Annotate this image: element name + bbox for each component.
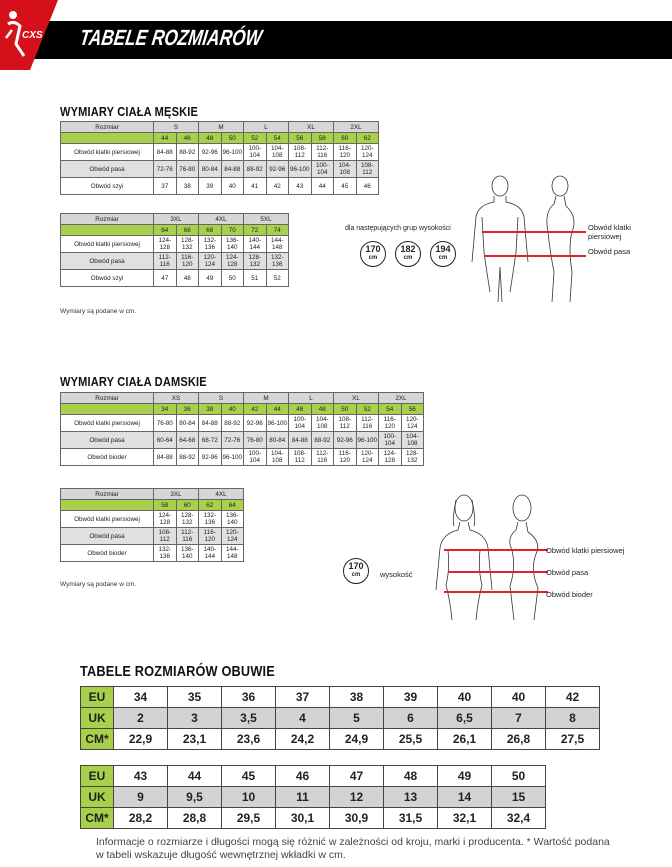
value-cell: 108-112 [289, 449, 312, 466]
value-cell: 96-100 [221, 144, 244, 161]
men-label-waist: Obwód pasa [588, 247, 631, 256]
value-cell: 100-104 [379, 432, 402, 449]
value-cell: 116-120 [176, 253, 199, 270]
value-cell: 112-116 [176, 528, 199, 545]
men-section-title: WYMIARY CIAŁA MĘSKIE [60, 104, 199, 119]
shoe-size-cell: 49 [438, 766, 492, 787]
value-cell: 144-148 [221, 545, 244, 562]
value-cell: 51 [244, 270, 267, 287]
shoe-row-label: EU [81, 687, 114, 708]
value-cell: 88-92 [176, 449, 199, 466]
shoe-size-cell: 3 [168, 708, 222, 729]
header-cell: Rozmiar [61, 393, 154, 404]
subsize-label-cell [61, 133, 154, 144]
shoe-row-cm [81, 729, 600, 750]
women-section-title: WYMIARY CIAŁA DAMSKIE [60, 374, 207, 389]
women-note: Wymiary są podane w cm. [60, 581, 137, 588]
row-label: Obwód pasa [61, 253, 154, 270]
shoe-size-cell: 10 [222, 787, 276, 808]
value-cell: 100-104 [244, 144, 267, 161]
value-cell: 40 [221, 178, 244, 195]
shoe-row-uk [81, 708, 600, 729]
shoe-size-cell: 47 [330, 766, 384, 787]
table-row [61, 236, 289, 253]
subsize-cell: 60 [334, 133, 357, 144]
shoe-size-cell: 23,6 [222, 729, 276, 750]
row-label: Obwód pasa [61, 528, 154, 545]
value-cell: 45 [334, 178, 357, 195]
size-header-cell: 4XL [199, 214, 244, 225]
women-table-1 [60, 392, 424, 466]
size-header-cell: M [244, 393, 289, 404]
value-cell: 80-84 [266, 432, 289, 449]
size-header-cell: L [289, 393, 334, 404]
shoe-size-cell: 2 [114, 708, 168, 729]
value-cell: 136-140 [221, 236, 244, 253]
value-cell: 84-88 [199, 415, 222, 432]
value-cell: 104-108 [401, 432, 424, 449]
shoes-table-1 [80, 686, 600, 750]
shoe-size-cell: 39 [384, 687, 438, 708]
shoe-size-cell: 34 [114, 687, 168, 708]
subsize-label-cell [61, 404, 154, 415]
value-cell: 52 [266, 270, 289, 287]
subsize-cell: 58 [154, 500, 177, 511]
page-title: TABELE ROZMIARÓW [78, 25, 264, 50]
value-cell: 120-124 [356, 449, 379, 466]
shoe-size-cell: 40 [492, 687, 546, 708]
shoe-size-cell: 44 [168, 766, 222, 787]
value-cell: 50 [221, 270, 244, 287]
subsize-row [61, 404, 424, 415]
subsize-cell: 46 [176, 133, 199, 144]
value-cell: 37 [154, 178, 177, 195]
value-cell: 96-100 [221, 449, 244, 466]
value-cell: 68-72 [199, 432, 222, 449]
shoe-row-eu [81, 687, 600, 708]
women-label-hips: Obwód bioder [546, 590, 593, 599]
subsize-label-cell [61, 225, 154, 236]
shoe-size-cell: 12 [330, 787, 384, 808]
value-cell: 144-148 [266, 236, 289, 253]
subsize-cell: 48 [311, 404, 334, 415]
value-cell: 96-100 [266, 415, 289, 432]
subsize-cell: 40 [221, 404, 244, 415]
shoe-row-cm [81, 808, 546, 829]
shoe-size-cell: 9 [114, 787, 168, 808]
shoe-size-cell: 35 [168, 687, 222, 708]
table-row [61, 253, 289, 270]
shoe-row-uk [81, 787, 546, 808]
size-header-cell: 2XL [334, 122, 379, 133]
shoe-size-cell: 9,5 [168, 787, 222, 808]
subsize-cell: 62 [199, 500, 222, 511]
subsize-cell: 66 [176, 225, 199, 236]
value-cell: 100-104 [244, 449, 267, 466]
subsize-cell: 54 [266, 133, 289, 144]
value-cell: 92-96 [199, 144, 222, 161]
value-cell: 116-120 [334, 144, 357, 161]
male-figure-illustration [468, 172, 588, 307]
shoe-size-cell: 32,4 [492, 808, 546, 829]
female-figure-illustration [430, 490, 550, 620]
shoe-size-cell: 4 [276, 708, 330, 729]
shoe-size-cell: 6,5 [438, 708, 492, 729]
subsize-label-cell [61, 500, 154, 511]
value-cell: 108-112 [334, 415, 357, 432]
shoe-row-label: UK [81, 787, 114, 808]
men-note: Wymiary są podane w cm. [60, 308, 137, 315]
row-label: Obwód klatki piersiowej [61, 236, 154, 253]
row-label: Obwód szyi [61, 270, 154, 287]
value-cell: 104-108 [311, 415, 334, 432]
subsize-cell: 38 [199, 404, 222, 415]
value-cell: 47 [154, 270, 177, 287]
value-cell: 80-84 [199, 161, 222, 178]
header-cell: Rozmiar [61, 214, 154, 225]
women-height-badge: 170 cm [343, 558, 369, 584]
value-cell: 84-88 [221, 161, 244, 178]
shoe-size-cell: 26,1 [438, 729, 492, 750]
value-cell: 120-124 [356, 144, 379, 161]
subsize-cell: 42 [244, 404, 267, 415]
shoe-size-cell: 32,1 [438, 808, 492, 829]
value-cell: 140-144 [199, 545, 222, 562]
value-cell: 92-96 [244, 415, 267, 432]
shoe-size-cell: 28,2 [114, 808, 168, 829]
value-cell: 46 [356, 178, 379, 195]
subsize-cell: 68 [199, 225, 222, 236]
value-cell: 88-92 [221, 415, 244, 432]
subsize-cell: 52 [244, 133, 267, 144]
shoe-size-cell: 14 [438, 787, 492, 808]
shoe-size-cell: 27,5 [546, 729, 600, 750]
value-cell: 80-84 [176, 415, 199, 432]
shoe-size-cell: 7 [492, 708, 546, 729]
value-cell: 120-124 [221, 528, 244, 545]
subsize-row [61, 225, 289, 236]
subsize-cell: 48 [199, 133, 222, 144]
women-table-2 [60, 488, 244, 562]
value-cell: 116-120 [199, 528, 222, 545]
subsize-cell: 62 [356, 133, 379, 144]
shoe-size-cell: 36 [222, 687, 276, 708]
row-label: Obwód szyi [61, 178, 154, 195]
value-cell: 120-124 [199, 253, 222, 270]
subsize-cell: 50 [221, 133, 244, 144]
subsize-cell: 70 [221, 225, 244, 236]
value-cell: 43 [289, 178, 312, 195]
row-label: Obwód bioder [61, 449, 154, 466]
shoe-size-cell: 6 [384, 708, 438, 729]
men-label-chest: Obwód klatki piersiowej [588, 223, 631, 241]
height-badge-182: 182 cm [395, 241, 421, 267]
shoe-size-cell: 24,9 [330, 729, 384, 750]
header-cell: Rozmiar [61, 489, 154, 500]
value-cell: 112-116 [356, 415, 379, 432]
shoe-size-cell: 8 [546, 708, 600, 729]
shoes-table-2 [80, 765, 546, 829]
header [0, 0, 672, 74]
shoe-size-cell: 5 [330, 708, 384, 729]
shoe-size-cell: 28,8 [168, 808, 222, 829]
value-cell: 124-128 [221, 253, 244, 270]
value-cell: 92-96 [199, 449, 222, 466]
size-header-cell: 4XL [199, 489, 244, 500]
size-header-cell: 3XL [154, 489, 199, 500]
value-cell: 72-76 [154, 161, 177, 178]
value-cell: 108-112 [356, 161, 379, 178]
size-header-cell: XS [154, 393, 199, 404]
row-label: Obwód klatki piersiowej [61, 415, 154, 432]
subsize-cell: 58 [311, 133, 334, 144]
shoe-size-cell: 11 [276, 787, 330, 808]
value-cell: 76-80 [154, 415, 177, 432]
value-cell: 88-92 [244, 161, 267, 178]
value-cell: 49 [199, 270, 222, 287]
table-row [61, 161, 379, 178]
shoe-size-cell: 42 [546, 687, 600, 708]
shoe-size-cell: 3,5 [222, 708, 276, 729]
value-cell: 116-120 [334, 449, 357, 466]
value-cell: 124-128 [379, 449, 402, 466]
header-row [61, 122, 379, 133]
table-row [61, 449, 424, 466]
men-table-2 [60, 213, 289, 287]
subsize-cell: 54 [379, 404, 402, 415]
height-badge-170: 170 cm [360, 241, 386, 267]
value-cell: 76-80 [176, 161, 199, 178]
value-cell: 104-108 [334, 161, 357, 178]
shoe-row-label: EU [81, 766, 114, 787]
men-table-1 [60, 121, 379, 195]
value-cell: 96-100 [289, 161, 312, 178]
value-cell: 96-100 [356, 432, 379, 449]
women-height-word: wysokość [380, 570, 413, 579]
shoe-size-cell: 46 [276, 766, 330, 787]
value-cell: 132-136 [199, 511, 222, 528]
value-cell: 136-140 [221, 511, 244, 528]
row-label: Obwód pasa [61, 432, 154, 449]
value-cell: 128-132 [176, 236, 199, 253]
subsize-cell: 44 [266, 404, 289, 415]
shoe-size-cell: 48 [384, 766, 438, 787]
subsize-row [61, 133, 379, 144]
shoe-size-cell: 50 [492, 766, 546, 787]
shoe-size-cell: 23,1 [168, 729, 222, 750]
svg-text:CXS: CXS [22, 30, 43, 41]
value-cell: 60-64 [154, 432, 177, 449]
shoe-size-cell: 22,9 [114, 729, 168, 750]
shoe-row-eu [81, 766, 546, 787]
value-cell: 128-132 [244, 253, 267, 270]
value-cell: 64-68 [176, 432, 199, 449]
subsize-cell: 50 [334, 404, 357, 415]
shoe-size-cell: 29,5 [222, 808, 276, 829]
value-cell: 84-88 [154, 449, 177, 466]
header-row [61, 489, 244, 500]
row-label: Obwód klatki piersiowej [61, 144, 154, 161]
header-row [61, 393, 424, 404]
shoe-row-label: UK [81, 708, 114, 729]
value-cell: 76-80 [244, 432, 267, 449]
table-row [61, 144, 379, 161]
table-row [61, 545, 244, 562]
value-cell: 41 [244, 178, 267, 195]
value-cell: 124-128 [154, 236, 177, 253]
value-cell: 104-108 [266, 449, 289, 466]
value-cell: 48 [176, 270, 199, 287]
table-row [61, 528, 244, 545]
value-cell: 84-88 [289, 432, 312, 449]
shoe-row-label: CM* [81, 729, 114, 750]
subsize-cell: 56 [289, 133, 312, 144]
header-cell: Rozmiar [61, 122, 154, 133]
cxs-logo [0, 0, 64, 70]
value-cell: 38 [176, 178, 199, 195]
value-cell: 132-136 [266, 253, 289, 270]
shoe-size-cell: 38 [330, 687, 384, 708]
value-cell: 39 [199, 178, 222, 195]
subsize-cell: 60 [176, 500, 199, 511]
value-cell: 72-76 [221, 432, 244, 449]
subsize-row [61, 500, 244, 511]
value-cell: 116-120 [379, 415, 402, 432]
shoe-size-cell: 31,5 [384, 808, 438, 829]
value-cell: 132-136 [199, 236, 222, 253]
shoe-size-cell: 37 [276, 687, 330, 708]
size-header-cell: M [199, 122, 244, 133]
value-cell: 42 [266, 178, 289, 195]
header-row [61, 214, 289, 225]
table-row [61, 415, 424, 432]
women-label-waist: Obwód pasa [546, 568, 589, 577]
value-cell: 132-136 [154, 545, 177, 562]
subsize-cell: 34 [154, 404, 177, 415]
value-cell: 92-96 [334, 432, 357, 449]
shoe-row-label: CM* [81, 808, 114, 829]
height-groups-label: dla następujących grup wysokości [345, 225, 451, 232]
shoe-size-cell: 26,8 [492, 729, 546, 750]
value-cell: 136-140 [176, 545, 199, 562]
value-cell: 104-108 [266, 144, 289, 161]
subsize-cell: 46 [289, 404, 312, 415]
subsize-cell: 74 [266, 225, 289, 236]
value-cell: 108-112 [289, 144, 312, 161]
shoe-size-cell: 40 [438, 687, 492, 708]
shoe-size-cell: 43 [114, 766, 168, 787]
size-header-cell: 5XL [244, 214, 289, 225]
value-cell: 120-124 [401, 415, 424, 432]
table-row [61, 511, 244, 528]
value-cell: 100-104 [311, 161, 334, 178]
women-label-chest: Obwód klatki piersiowej [546, 546, 625, 555]
size-header-cell: S [154, 122, 199, 133]
value-cell: 92-96 [266, 161, 289, 178]
shoe-size-cell: 30,1 [276, 808, 330, 829]
size-header-cell: L [244, 122, 289, 133]
value-cell: 100-104 [289, 415, 312, 432]
row-label: Obwód klatki piersiowej [61, 511, 154, 528]
footnote: Informacje o rozmiarze i długości mogą się różnić w zależności od kroju, marki i producenta. * Wartość podana w tabeli wskazuje długość wewnętrznej wkładki w cm. [96, 836, 610, 861]
shoe-size-cell: 13 [384, 787, 438, 808]
size-header-cell: XL [289, 122, 334, 133]
shoes-section-title: TABELE ROZMIARÓW OBUWIE [80, 663, 275, 680]
value-cell: 88-92 [311, 432, 334, 449]
value-cell: 108-112 [154, 528, 177, 545]
value-cell: 84-88 [154, 144, 177, 161]
size-header-cell: 3XL [154, 214, 199, 225]
table-row [61, 432, 424, 449]
value-cell: 128-132 [176, 511, 199, 528]
size-header-cell: S [199, 393, 244, 404]
table-row [61, 178, 379, 195]
value-cell: 44 [311, 178, 334, 195]
value-cell: 124-128 [154, 511, 177, 528]
subsize-cell: 64 [221, 500, 244, 511]
subsize-cell: 44 [154, 133, 177, 144]
value-cell: 128-132 [401, 449, 424, 466]
subsize-cell: 36 [176, 404, 199, 415]
value-cell: 88-92 [176, 144, 199, 161]
value-cell: 112-116 [154, 253, 177, 270]
height-badge-194: 194 cm [430, 241, 456, 267]
row-label: Obwód bioder [61, 545, 154, 562]
subsize-cell: 64 [154, 225, 177, 236]
value-cell: 112-116 [311, 144, 334, 161]
row-label: Obwód pasa [61, 161, 154, 178]
shoe-size-cell: 25,5 [384, 729, 438, 750]
shoe-size-cell: 15 [492, 787, 546, 808]
value-cell: 112-116 [311, 449, 334, 466]
shoe-size-cell: 24,2 [276, 729, 330, 750]
subsize-cell: 52 [356, 404, 379, 415]
subsize-cell: 72 [244, 225, 267, 236]
table-row [61, 270, 289, 287]
size-header-cell: 2XL [379, 393, 424, 404]
shoe-size-cell: 30,9 [330, 808, 384, 829]
size-header-cell: XL [334, 393, 379, 404]
shoe-size-cell: 45 [222, 766, 276, 787]
value-cell: 140-144 [244, 236, 267, 253]
subsize-cell: 56 [401, 404, 424, 415]
